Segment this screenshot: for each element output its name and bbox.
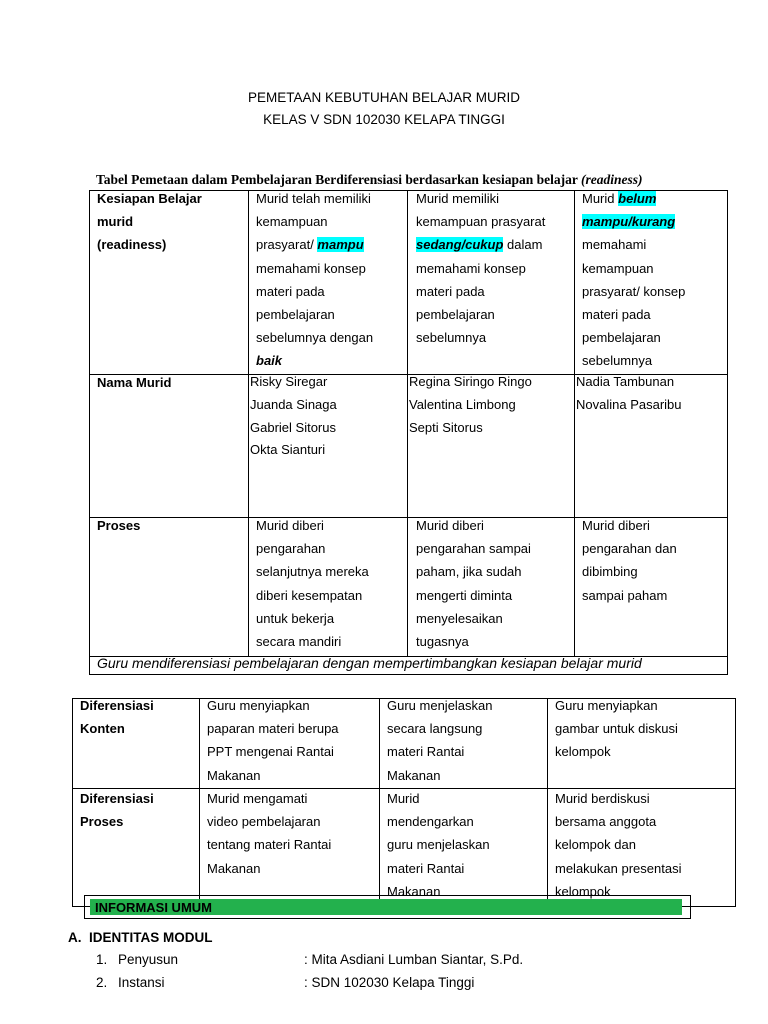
cell-line: Guru menjelaskan — [387, 698, 493, 713]
cell-line: secara langsung — [387, 721, 483, 737]
cell-line: untuk bekerja — [256, 610, 335, 626]
proses-diff-cell-1 — [207, 787, 331, 880]
cell-line: pengarahan dan — [582, 541, 677, 557]
highlight-mampu: mampu — [317, 237, 364, 253]
info-banner-label: INFORMASI UMUM — [95, 900, 212, 915]
list-item-number: 2. — [96, 975, 108, 990]
cell-line: kelompok — [555, 883, 611, 899]
student-name: Nadia Tambunan — [576, 374, 675, 389]
proses-cell-sedang — [416, 514, 531, 653]
section-title: IDENTITAS MODUL — [89, 930, 213, 945]
table-border — [199, 698, 200, 906]
table-border — [89, 190, 90, 674]
differentiation-note: Guru mendiferensiasi pembelajaran dengan mempertimbangkan kesiapan belajar murid — [97, 655, 642, 671]
cell-line: melakukan presentasi — [555, 860, 682, 876]
cell-line: tentang materi Rantai — [207, 837, 332, 853]
cell-line — [256, 233, 373, 256]
cell-line: pembelajaran — [582, 330, 661, 346]
highlight-belum: belum — [618, 191, 657, 206]
cell-line — [582, 210, 685, 233]
header-line: Proses — [80, 814, 124, 830]
cell-line: Murid diberi — [416, 518, 484, 533]
table-border — [89, 674, 728, 675]
proses-diff-cell-3 — [555, 787, 681, 903]
cell-line: pengarahan — [256, 541, 326, 557]
proses-diff-cell-2 — [387, 787, 490, 903]
student-list-mampu — [250, 371, 337, 462]
highlight-sedang: sedang/cukup — [416, 237, 504, 253]
cell-line: tugasnya — [416, 634, 469, 650]
cell-text: Murid — [582, 191, 619, 206]
section-label: A. — [68, 930, 82, 945]
cell-line: Makanan — [207, 767, 261, 783]
cell-line — [582, 187, 685, 210]
cell-line: bersama anggota — [555, 814, 657, 830]
cell-line: memahami konsep — [416, 260, 526, 276]
header-line: Diferensiasi — [80, 698, 154, 713]
row-header-diferensiasi-konten — [80, 694, 154, 740]
cell-line: dibimbing — [582, 564, 638, 580]
table-caption — [96, 172, 643, 188]
header-line: murid — [97, 214, 134, 230]
student-name: Okta Sianturi — [250, 442, 326, 458]
cell-line: secara mandiri — [256, 634, 342, 650]
student-list-sedang — [409, 371, 532, 439]
table-border — [248, 190, 249, 656]
cell-line: kemampuan — [582, 260, 654, 276]
emphasis-baik: baik — [256, 353, 283, 369]
konten-cell-1 — [207, 694, 339, 787]
cell-text: prasyarat/ — [256, 237, 318, 253]
document-title: PEMETAAN KEBUTUHAN BELAJAR MURID — [247, 90, 521, 105]
cell-line: materi Rantai — [387, 744, 465, 760]
student-list-belum — [576, 371, 682, 417]
table-border — [735, 698, 736, 906]
cell-line: pengarahan sampai — [416, 541, 531, 557]
list-item-label: Penyusun — [118, 952, 179, 967]
student-name: Novalina Pasaribu — [576, 396, 682, 412]
list-item-label: Instansi — [118, 975, 165, 990]
student-name: Septi Sitorus — [409, 419, 483, 435]
cell-line: sebelumnya — [582, 353, 653, 369]
cell-line: Makanan — [207, 860, 261, 876]
proses-cell-mampu — [256, 514, 369, 653]
cell-line: pembelajaran — [256, 307, 335, 323]
student-name: Valentina Limbong — [409, 396, 516, 412]
cell-line: Murid telah memiliki — [256, 191, 371, 206]
cell-text: dalam — [503, 237, 543, 253]
cell-line: kemampuan prasyarat — [416, 214, 546, 230]
table-border — [72, 698, 73, 906]
row-header-readiness — [97, 187, 202, 257]
document-subtitle: KELAS V SDN 102030 KELAPA TINGGI — [263, 112, 505, 127]
cell-line: menyelesaikan — [416, 610, 503, 626]
row-header-diferensiasi-proses — [80, 787, 154, 833]
cell-line: paparan materi berupa — [207, 721, 339, 737]
cell-line: Murid berdiskusi — [555, 791, 650, 806]
readiness-cell-mampu — [256, 187, 373, 373]
header-line: Kesiapan Belajar — [97, 191, 202, 206]
table-border — [547, 698, 548, 906]
cell-line — [416, 233, 545, 256]
cell-line: memahami — [582, 237, 647, 253]
student-name: Risky Siregar — [250, 374, 328, 389]
table-border — [574, 190, 575, 656]
cell-line: PPT mengenai Rantai — [207, 744, 334, 760]
cell-line: Murid mengamati — [207, 791, 308, 806]
table-border — [379, 698, 380, 906]
list-item-number: 1. — [96, 952, 108, 967]
cell-line: gambar untuk diskusi — [555, 721, 678, 737]
header-line: (readiness) — [97, 237, 167, 253]
cell-line: sebelumnya dengan — [256, 330, 374, 346]
cell-line: selanjutnya mereka — [256, 564, 369, 580]
cell-line: Murid diberi — [582, 518, 650, 533]
cell-line: materi pada — [416, 283, 485, 299]
highlight-kurang: mampu/kurang — [582, 214, 676, 230]
konten-cell-2 — [387, 694, 493, 787]
cell-line: sampai paham — [582, 587, 668, 603]
student-name: Gabriel Sitorus — [250, 419, 336, 435]
header-line: Proses — [97, 518, 141, 533]
readiness-cell-belum — [582, 187, 685, 373]
list-item-value: : Mita Asdiani Lumban Siantar, S.Pd. — [304, 952, 524, 967]
proses-cell-belum — [582, 514, 677, 607]
cell-line: memahami konsep — [256, 260, 366, 276]
header-line: Nama Murid — [97, 375, 172, 390]
cell-line: prasyarat/ konsep — [582, 283, 686, 299]
cell-line: Guru menyiapkan — [207, 698, 310, 713]
cell-line: kelompok dan — [555, 837, 636, 853]
table-border — [727, 190, 728, 674]
table-caption-italic: (readiness) — [581, 172, 643, 187]
cell-line: paham, jika sudah — [416, 564, 522, 580]
cell-line: diberi kesempatan — [256, 587, 363, 603]
cell-line: Guru menyiapkan — [555, 698, 658, 713]
student-name: Regina Siringo Ringo — [409, 374, 532, 389]
cell-line: Murid memiliki — [416, 191, 500, 206]
cell-line: materi pada — [582, 307, 651, 323]
cell-line: Murid — [387, 791, 420, 806]
header-line: Konten — [80, 721, 125, 737]
header-line: Diferensiasi — [80, 791, 154, 806]
cell-line: materi pada — [256, 283, 325, 299]
cell-line: kemampuan — [256, 214, 328, 230]
cell-line: sebelumnya — [416, 330, 487, 346]
cell-line: guru menjelaskan — [387, 837, 490, 853]
readiness-cell-sedang — [416, 187, 545, 349]
cell-line: mendengarkan — [387, 814, 474, 830]
cell-line: kelompok — [555, 744, 611, 760]
cell-line: video pembelajaran — [207, 814, 321, 830]
list-item-value: : SDN 102030 Kelapa Tinggi — [304, 975, 475, 990]
section-heading — [68, 930, 213, 945]
student-name: Juanda Sinaga — [250, 396, 337, 412]
row-header-proses — [97, 514, 140, 537]
cell-line: pembelajaran — [416, 307, 495, 323]
cell-line: Makanan — [387, 883, 441, 899]
table-caption-text: Tabel Pemetaan dalam Pembelajaran Berdiferensiasi berdasarkan kesiapan belajar — [96, 172, 581, 187]
konten-cell-3 — [555, 694, 678, 764]
row-header-nama-murid — [97, 371, 171, 394]
table-border — [407, 190, 408, 656]
cell-line: mengerti diminta — [416, 587, 513, 603]
cell-line: Murid diberi — [256, 518, 324, 533]
cell-line: materi Rantai — [387, 860, 465, 876]
cell-line: Makanan — [387, 767, 441, 783]
